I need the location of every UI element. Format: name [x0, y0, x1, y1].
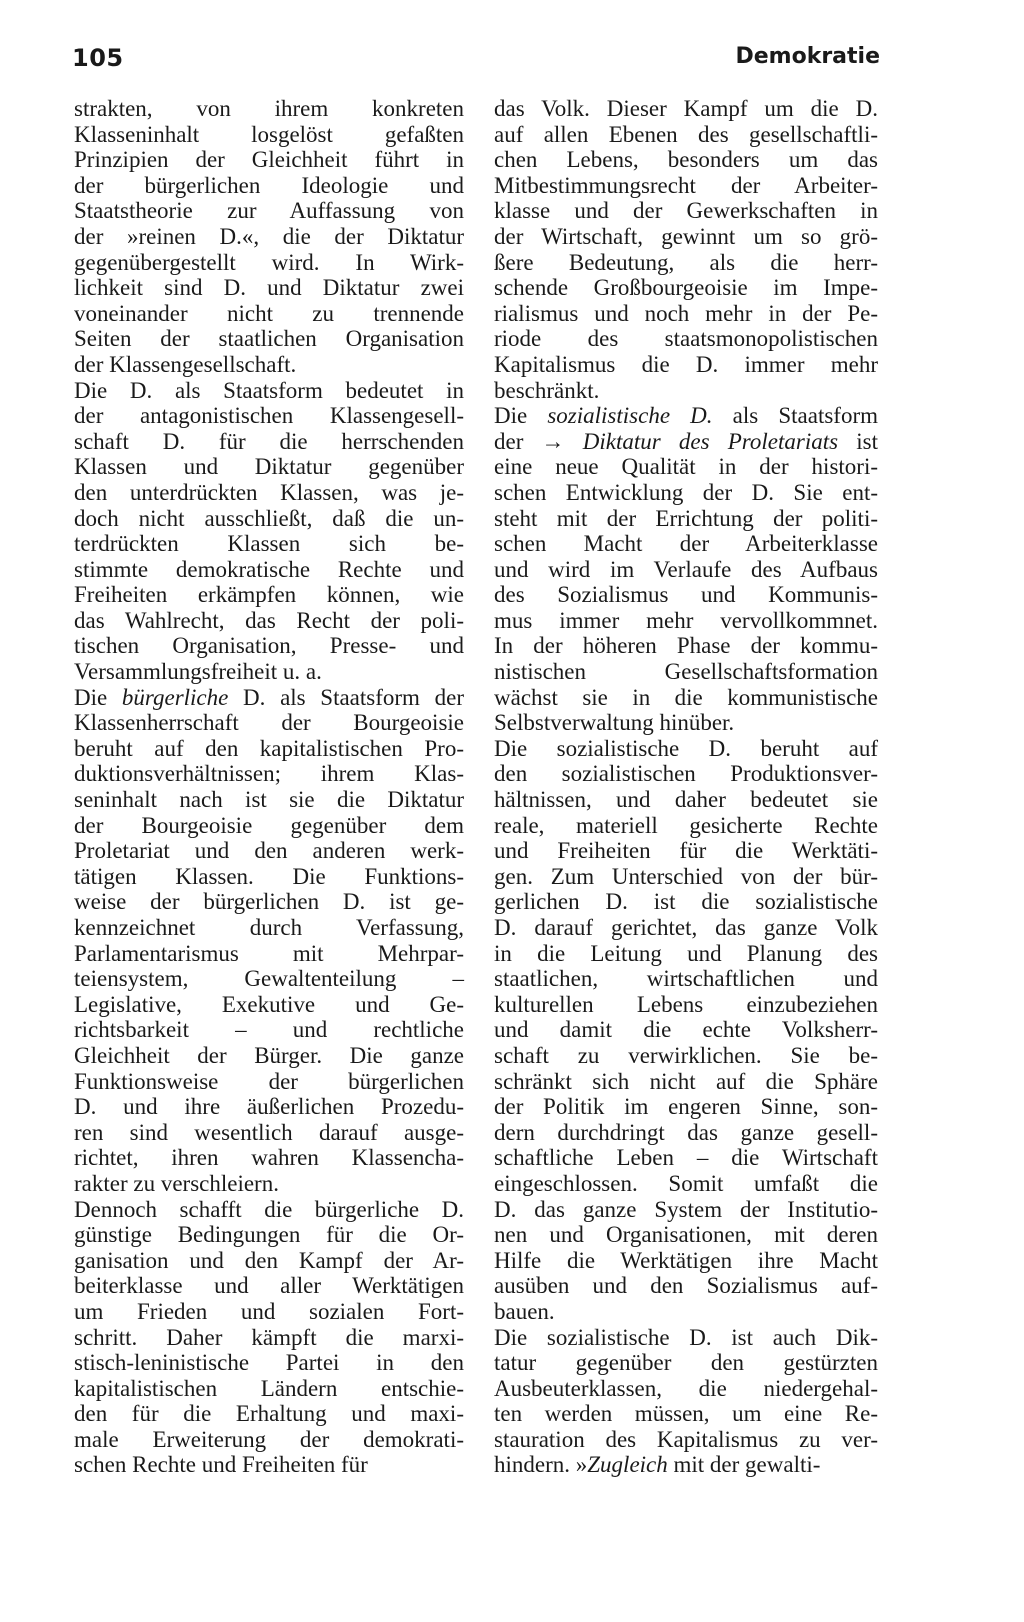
text-line: ßere Bedeutung, als die herr-: [494, 249, 878, 275]
right-text-column: [494, 96, 878, 1478]
text-line: Klassen und Diktatur gegenüber: [74, 454, 464, 480]
text-line: steht mit der Errichtung der politi-: [494, 505, 878, 531]
text-line: schende Großbourgeoisie im Impe-: [494, 275, 878, 301]
italic-term: sozialistische D.: [547, 403, 713, 429]
text-line: richtsbarkeit – und rechtliche: [74, 1017, 464, 1043]
text-line: nistischen Gesellschaftsformation: [494, 659, 878, 685]
text-line: der antagonistischen Klassengesell-: [74, 403, 464, 429]
text-line: chen Lebens, besonders um das: [494, 147, 878, 173]
text-line: der Wirtschaft, gewinnt um so grö-: [494, 223, 878, 249]
text-line: der »reinen D.«, die der Diktatur: [74, 223, 464, 249]
text-line: das Wahlrecht, das Recht der poli-: [74, 607, 464, 633]
text-line: Klassenherrschaft der Bourgeoisie: [74, 710, 464, 736]
text-line: Hilfe die Werktätigen ihre Macht: [494, 1247, 878, 1273]
text-line: riode des staatsmonopolistischen: [494, 326, 878, 352]
text-line: Legislative, Exekutive und Ge-: [74, 991, 464, 1017]
text-line: weise der bürgerlichen D. ist ge-: [74, 889, 464, 915]
text-line: schritt. Daher kämpft die marxi-: [74, 1324, 464, 1350]
text-line: eingeschlossen. Somit umfaßt die: [494, 1170, 878, 1196]
text-line: male Erweiterung der demokrati-: [74, 1426, 464, 1452]
text-line: bauen.: [494, 1298, 555, 1324]
text-line: rakter zu verschleiern.: [74, 1170, 279, 1196]
text-line: schaftliche Leben – die Wirtschaft: [494, 1145, 878, 1171]
text-line: Versammlungsfreiheit u. a.: [74, 659, 322, 685]
text-line: staatlichen, wirtschaftlichen und: [494, 966, 878, 992]
text-line: rialismus und noch mehr in der Pe-: [494, 300, 878, 326]
text-line: klasse und der Gewerkschaften in: [494, 198, 878, 224]
text-line: voneinander nicht zu trennende: [74, 300, 464, 326]
text-line: Selbstverwaltung hinüber.: [494, 710, 735, 736]
text-line: ausüben und den Sozialismus auf-: [494, 1273, 878, 1299]
text-line: schen Entwicklung der D. Sie ent-: [494, 479, 878, 505]
text-line: schen Rechte und Freiheiten für: [74, 1452, 368, 1478]
text-line: um Frieden und sozialen Fort-: [74, 1298, 464, 1324]
text-line: lichkeit sind D. und Diktatur zwei: [74, 275, 464, 301]
text-line: gegenübergestellt wird. In Wirk-: [74, 249, 464, 275]
text-line: und wird im Verlaufe des Aufbaus: [494, 556, 878, 582]
text-line: mus immer mehr vervollkommnet.: [494, 607, 878, 633]
text-line: das Volk. Dieser Kampf um die D.: [494, 96, 878, 121]
paragraph: [494, 403, 878, 736]
text-line: seninhalt nach ist sie die Diktatur: [74, 787, 464, 813]
text-line: hindern. »Zugleich mit der gewalti-: [494, 1452, 821, 1478]
text-line: teiensystem, Gewaltenteilung –: [74, 966, 464, 992]
text-line: Die sozialistische D. beruht auf: [494, 735, 878, 761]
text-line: tischen Organisation, Presse- und: [74, 633, 464, 659]
text-line: beschränkt.: [494, 377, 600, 403]
text-line: den unterdrückten Klassen, was je-: [74, 479, 464, 505]
text-line: Mitbestimmungsrecht der Arbeiter-: [494, 172, 878, 198]
text-line: strakten, von ihrem konkreten: [74, 96, 464, 121]
text-line: stisch-leninistische Partei in den: [74, 1350, 464, 1376]
text-line: tatur gegenüber den gestürzten: [494, 1350, 878, 1376]
text-line: schen Macht der Arbeiterklasse: [494, 531, 878, 557]
text-line: Ausbeuterklassen, die niedergehal-: [494, 1375, 878, 1401]
text-line: der Bourgeoisie gegenüber dem: [74, 812, 464, 838]
text-line: der bürgerlichen Ideologie und: [74, 172, 464, 198]
text-line: Die sozialistische D. als Staatsform: [494, 403, 879, 429]
text-line: Die sozialistische D. ist auch Dik-: [494, 1324, 878, 1350]
text-line: kulturellen Lebens einzubeziehen: [494, 991, 878, 1017]
text-line: Funktionsweise der bürgerlichen: [74, 1068, 464, 1094]
text-line: günstige Bedingungen für die Or-: [74, 1222, 464, 1248]
text-line: duktionsverhältnissen; ihrem Klas-: [74, 761, 464, 787]
text-line: der → Diktatur des Proletariats ist: [494, 428, 879, 454]
text-line: schaft D. für die herrschenden: [74, 428, 464, 454]
text-line: auf allen Ebenen des gesellschaftli-: [494, 121, 878, 147]
text-line: D. darauf gerichtet, das ganze Volk: [494, 915, 878, 940]
text-line: den sozialistischen Produktionsver-: [494, 761, 878, 787]
left-text-column: [74, 96, 464, 1478]
paragraph: [494, 96, 878, 403]
italic-term: bürgerliche: [121, 684, 229, 710]
text-line: der Politik im engeren Sinne, son-: [494, 1094, 878, 1120]
italic-term: Zugleich: [587, 1452, 668, 1478]
text-line: tätigen Klassen. Die Funktions-: [74, 863, 464, 889]
paragraph: [74, 378, 464, 685]
page-number: 105: [72, 44, 124, 72]
text-line: terdrückten Klassen sich be-: [74, 531, 464, 557]
text-line: ren sind wesentlich darauf ausge-: [74, 1119, 464, 1145]
paragraph: [494, 1325, 878, 1479]
running-head: Demokratie: [735, 44, 880, 69]
text-line: richtet, ihren wahren Klassencha-: [74, 1145, 464, 1171]
text-line: Seiten der staatlichen Organisation: [74, 326, 464, 352]
text-line: des Sozialismus und Kommunis-: [494, 582, 878, 608]
text-line: kennzeichnet durch Verfassung,: [74, 915, 464, 940]
text-line: stauration des Kapitalismus zu ver-: [494, 1426, 878, 1452]
paragraph: [494, 736, 878, 1325]
text-line: D. und ihre äußerlichen Prozedu-: [74, 1094, 464, 1120]
text-line: D. das ganze System der Institutio-: [494, 1196, 878, 1222]
text-line: stimmte demokratische Rechte und: [74, 556, 464, 582]
text-line: reale, materiell gesicherte Rechte: [494, 812, 878, 838]
text-line: Staatstheorie zur Auffassung von: [74, 198, 464, 224]
text-line: in die Leitung und Planung des: [494, 940, 878, 966]
text-line: Prinzipien der Gleichheit führt in: [74, 147, 464, 173]
paragraph: [74, 96, 464, 378]
text-line: kapitalistischen Ländern entschie-: [74, 1375, 464, 1401]
text-line: doch nicht ausschließt, daß die un-: [74, 505, 464, 531]
text-line: hältnissen, und daher bedeutet sie: [494, 787, 878, 813]
paragraph: [74, 685, 464, 1197]
text-line: Freiheiten erkämpfen können, wie: [74, 582, 464, 608]
text-line: gen. Zum Unterschied von der bür-: [494, 863, 878, 889]
text-line: gerlichen D. ist die sozialistische: [494, 889, 878, 915]
text-line: eine neue Qualität in der histori-: [494, 454, 878, 480]
paragraph: [74, 1197, 464, 1479]
text-line: In der höheren Phase der kommu-: [494, 633, 878, 659]
text-line: Dennoch schafft die bürgerliche D.: [74, 1196, 464, 1222]
text-line: schränkt sich nicht auf die Sphäre: [494, 1068, 878, 1094]
page-header: [72, 44, 880, 84]
text-line: wächst sie in die kommunistische: [494, 684, 878, 710]
text-line: schaft zu verwirklichen. Sie be-: [494, 1042, 878, 1068]
text-line: und Freiheiten für die Werktäti-: [494, 838, 878, 864]
text-line: Die bürgerliche D. als Staatsform der: [74, 684, 464, 710]
text-line: und damit die echte Volksherr-: [494, 1017, 878, 1043]
italic-term: Diktatur des Proletariats: [582, 428, 839, 454]
text-line: der Klassengesellschaft.: [74, 351, 297, 377]
text-line: nen und Organisationen, mit deren: [494, 1222, 878, 1248]
text-line: Gleichheit der Bürger. Die ganze: [74, 1042, 464, 1068]
text-line: den für die Erhaltung und maxi-: [74, 1401, 464, 1427]
text-line: Die D. als Staatsform bedeutet in: [74, 377, 464, 403]
text-line: ten werden müssen, um eine Re-: [494, 1401, 878, 1427]
text-line: beruht auf den kapitalistischen Pro-: [74, 735, 464, 761]
text-line: Kapitalismus die D. immer mehr: [494, 351, 878, 377]
text-line: dern durchdringt das ganze gesell-: [494, 1119, 878, 1145]
text-line: beiterklasse und aller Werktätigen: [74, 1273, 464, 1299]
text-line: Parlamentarismus mit Mehrpar-: [74, 940, 464, 966]
text-line: Klasseninhalt losgelöst gefaßten: [74, 121, 464, 147]
text-line: ganisation und den Kampf der Ar-: [74, 1247, 464, 1273]
text-line: Proletariat und den anderen werk-: [74, 838, 464, 864]
